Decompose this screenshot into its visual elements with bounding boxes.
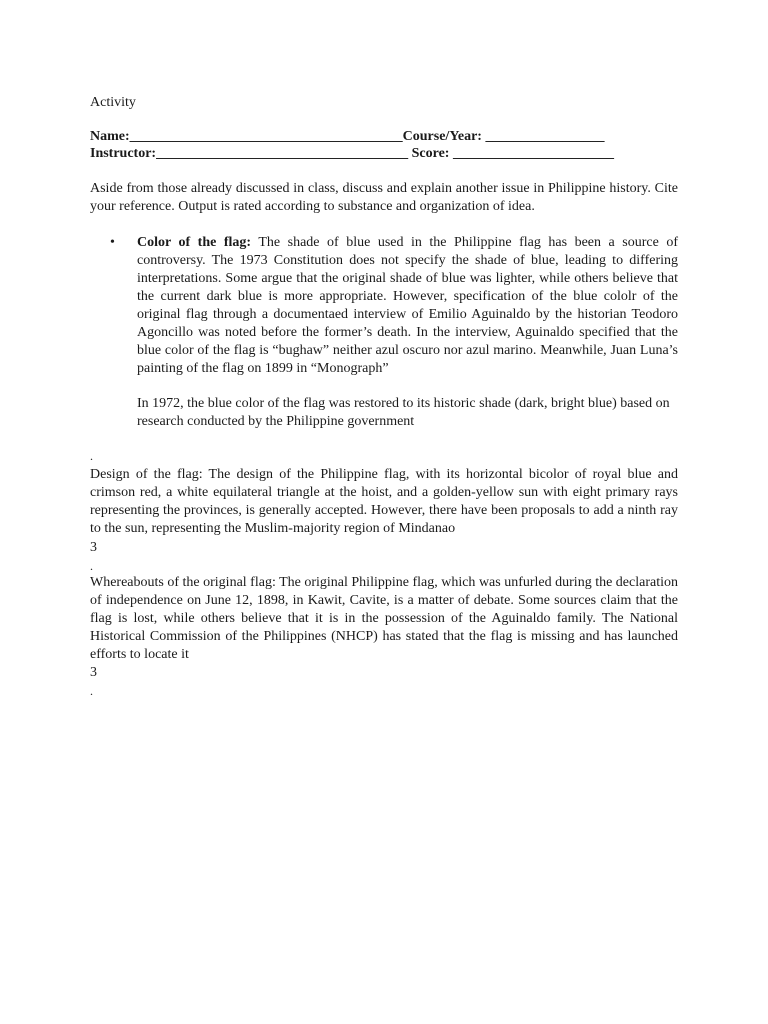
separator-dot: . <box>90 684 93 698</box>
course-year-blank: _________________ <box>485 129 605 144</box>
instructor-score-row <box>90 145 650 162</box>
design-number: 3 <box>90 540 97 555</box>
bullet-icon: • <box>110 235 115 250</box>
bullet-heading: Color of the flag: <box>137 235 252 250</box>
bullet-extra-paragraph: In 1972, the blue color of the flag was restored to its historic shade (dark, bright blue) based on research conducted by the Philippine government <box>137 396 670 429</box>
design-paragraph: Design of the flag: The design of the Philippine flag, with its horizontal bicolor of royal blue and crimson red, a white equilateral triangle at the hoist, and a golden-yellow sun with eight primary rays representing the provinces, is generally accepted. However, there have been proposals to add a ninth ray to the sun, representing the Muslim-majority region of Mindanao <box>90 467 678 536</box>
whereabouts-paragraph: Whereabouts of the original flag: The original Philippine flag, which was unfurled during the declaration of independence on June 12, 1898, in Kawit, Cavite, is a matter of debate. Some sources claim that the flag is lost, while others believe that it is in the possession of the Aguinaldo family. The National Historical Commission of the Philippines (NHCP) has stated that the flag is missing and has launched efforts to locate it <box>90 575 678 662</box>
score-blank: _______________________ <box>452 146 614 161</box>
separator-dot: . <box>90 449 93 463</box>
instructor-label: Instructor: <box>90 146 157 161</box>
document-title: Activity <box>90 95 136 110</box>
name-course-row <box>90 128 650 145</box>
whereabouts-number: 3 <box>90 665 97 680</box>
instructions-paragraph: Aside from those already discussed in class, discuss and explain another issue in Philippine history. Cite your reference. Output is rated according to substance and organization of idea. <box>90 181 678 214</box>
course-year-label: Course/Year: <box>402 129 486 144</box>
separator-dot: . <box>90 559 93 573</box>
name-blank: _______________________________________ <box>129 129 403 144</box>
bullet-paragraph <box>137 234 678 378</box>
instructor-blank: ____________________________________ <box>156 146 409 161</box>
name-label: Name: <box>90 129 130 144</box>
bullet-body: The shade of blue used in the Philippine flag has been a source of controversy. The 1973 Constitution does not specify the shade of blue, leading to differing interpretations. Some argue that the original shade of blue was lighter, while others believe that the current dark blue is more appropriate. However, specification of the blue cololr of the original flag through a documentaed interview of Emilio Aguinaldo by the historian Teodoro Agoncillo was noted before the former’s death. In the interview, Aguinaldo specified that the blue color of the flag is “bughaw” neither azul oscuro nor azul marino. Meanwhile, Juan Luna’s painting of the flag on 1899 in “Monograph” <box>137 235 678 376</box>
score-label: Score: <box>408 146 453 161</box>
